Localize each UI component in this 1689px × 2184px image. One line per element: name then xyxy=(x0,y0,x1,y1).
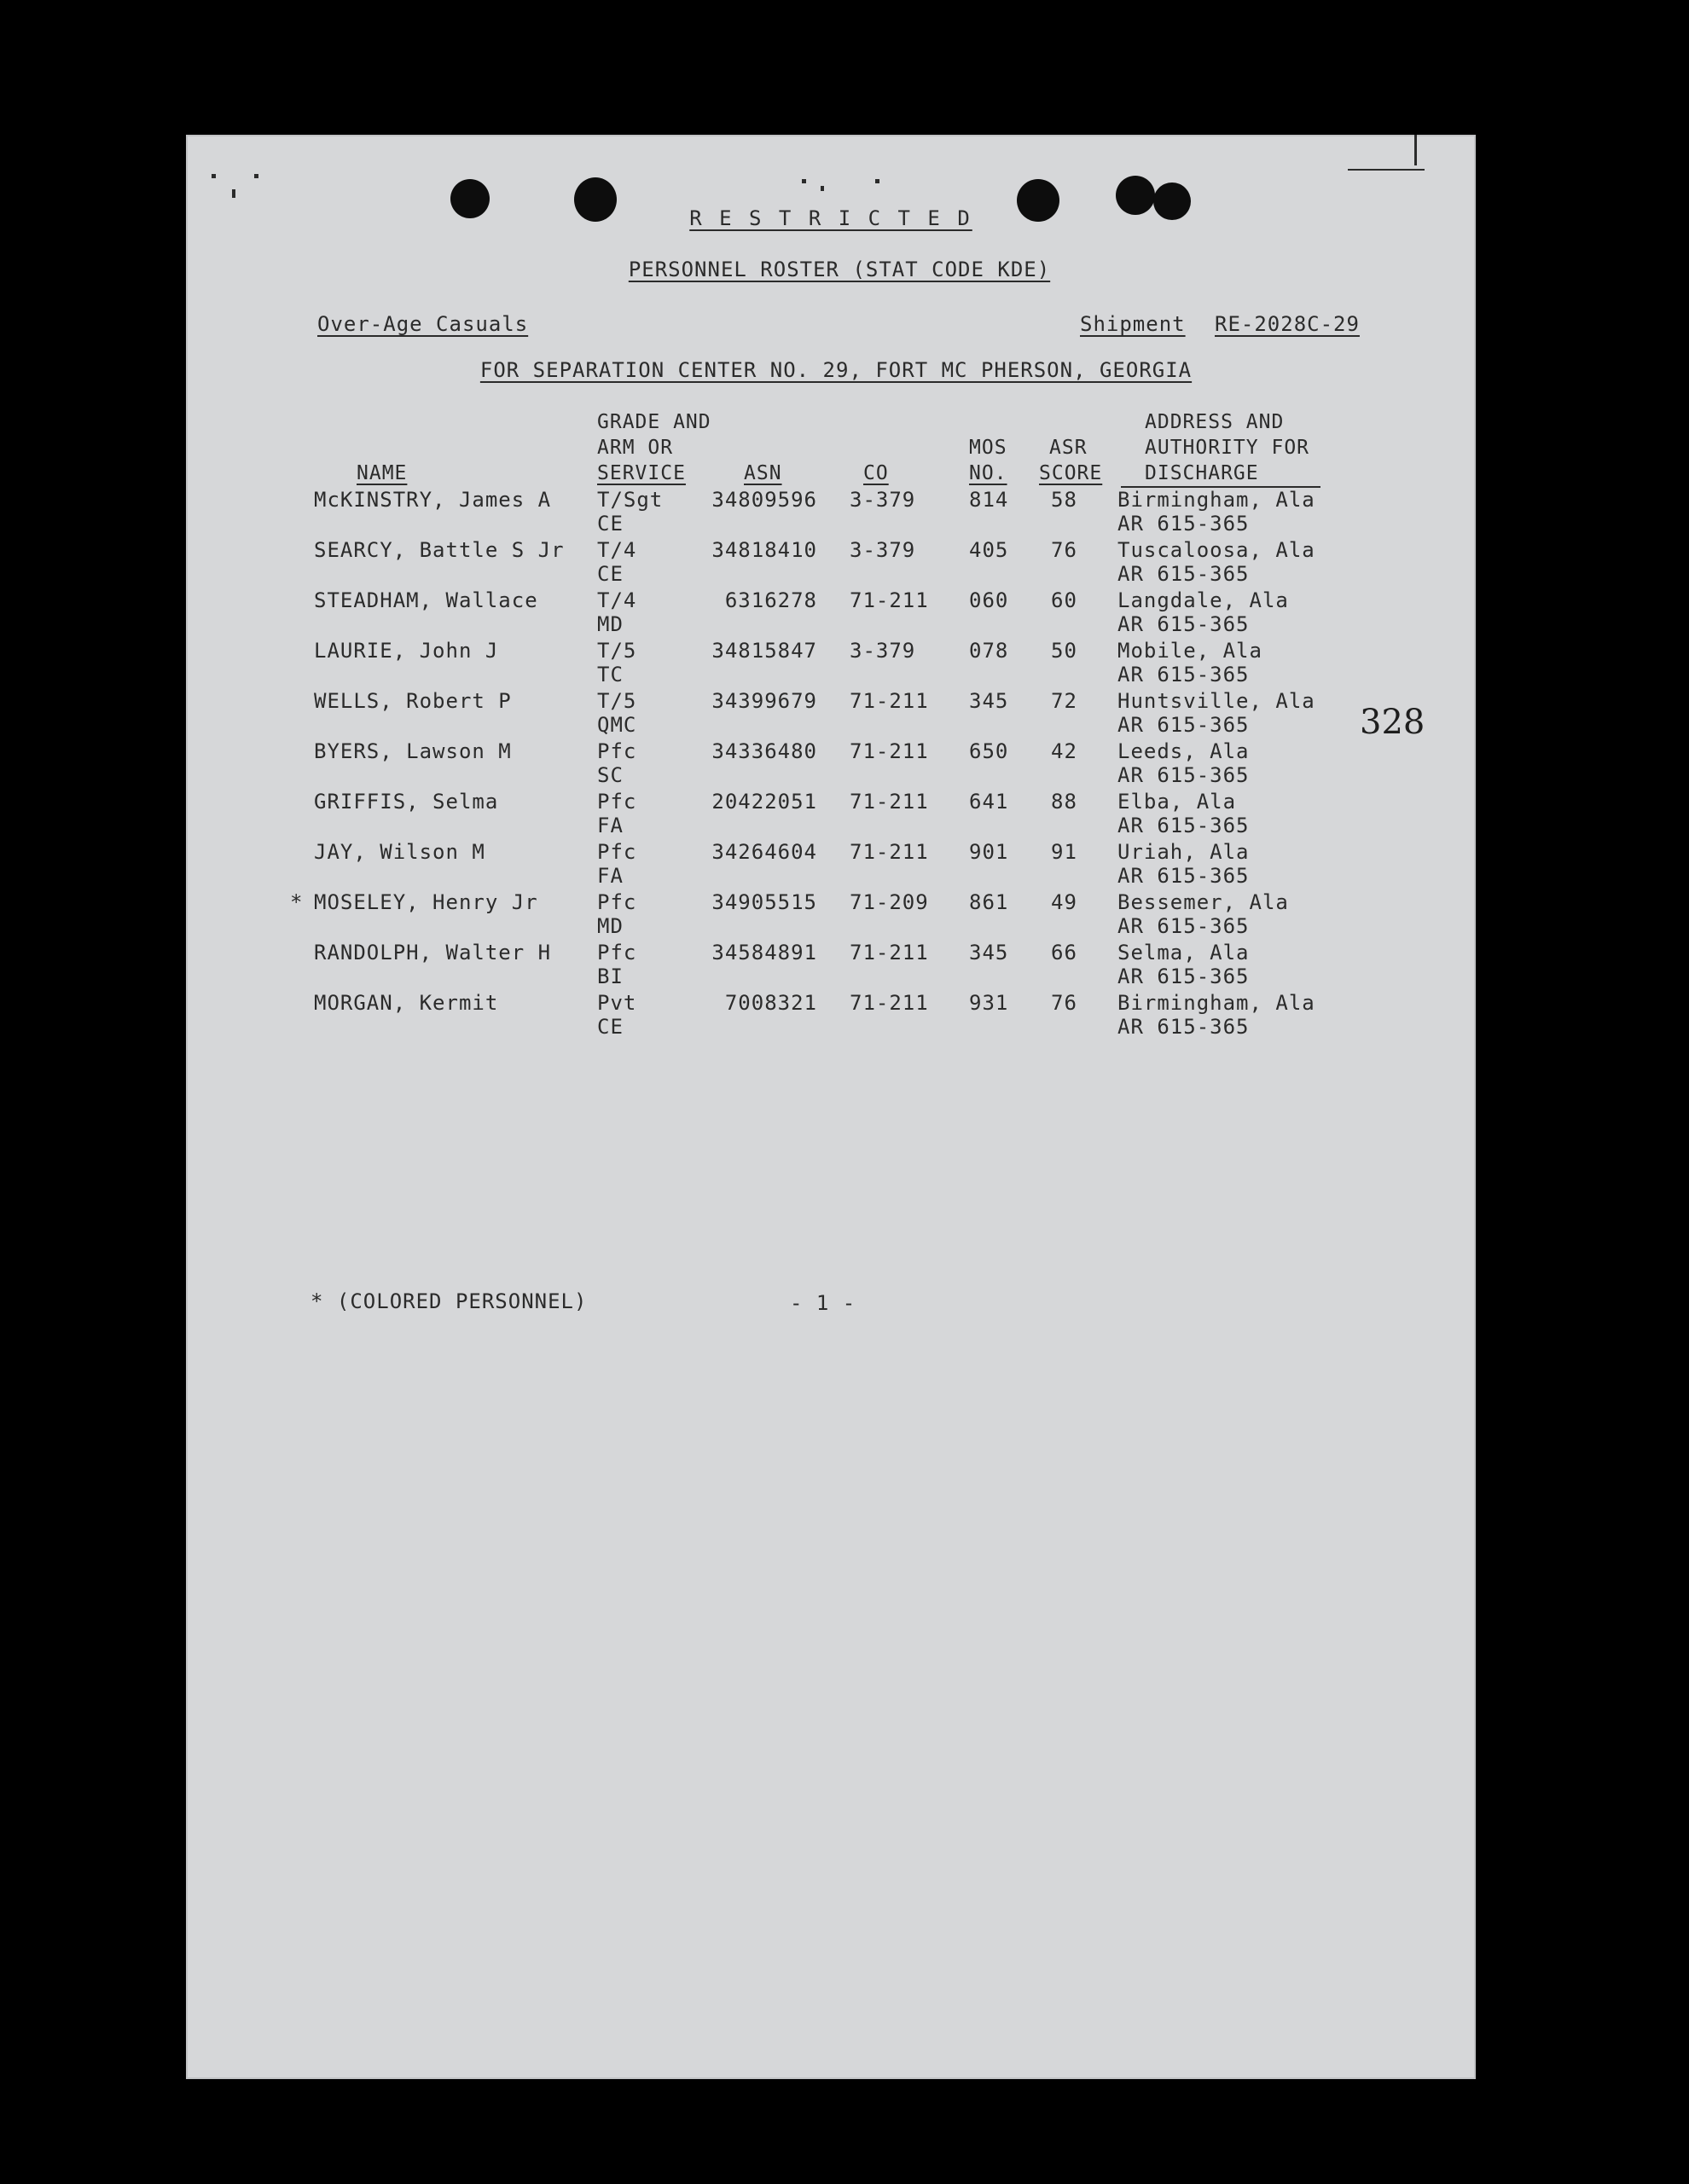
punch-hole xyxy=(1153,182,1191,220)
roster-title: PERSONNEL ROSTER (STAT CODE KDE) xyxy=(628,258,1051,281)
row-grade: Pfc xyxy=(597,739,637,763)
row-marker: * xyxy=(290,890,304,914)
ink-speck xyxy=(802,179,806,183)
row-authority: AR 615-365 xyxy=(1117,562,1250,586)
row-name: JAY, Wilson M xyxy=(314,840,485,864)
row-authority: AR 615-365 xyxy=(1117,965,1250,988)
table-row xyxy=(186,790,1476,839)
row-co: 71-209 xyxy=(850,890,929,914)
row-co: 71-211 xyxy=(850,840,929,864)
row-asr: 50 xyxy=(1051,639,1077,663)
table-row xyxy=(186,739,1476,789)
row-arm: QMC xyxy=(597,713,637,737)
row-authority: AR 615-365 xyxy=(1117,1015,1250,1039)
table-row xyxy=(186,840,1476,889)
row-co: 71-211 xyxy=(850,790,929,814)
row-arm: SC xyxy=(597,763,624,787)
row-arm: TC xyxy=(597,663,624,686)
row-address: Elba, Ala xyxy=(1117,790,1237,814)
header-co: CO xyxy=(863,462,889,484)
row-asr: 72 xyxy=(1051,689,1077,713)
table-row xyxy=(186,991,1476,1040)
row-grade: Pfc xyxy=(597,890,637,914)
header-addr-line2: AUTHORITY FOR xyxy=(1145,437,1310,459)
row-name: SEARCY, Battle S Jr xyxy=(314,538,565,562)
ink-speck xyxy=(212,174,216,178)
row-address: Selma, Ala xyxy=(1117,941,1250,965)
row-address: Bessemer, Ala xyxy=(1117,890,1289,914)
row-name: RANDOLPH, Walter H xyxy=(314,941,552,965)
row-grade: Pfc xyxy=(597,790,637,814)
row-arm: MD xyxy=(597,914,624,938)
row-asn: 34399679 xyxy=(711,689,817,713)
table-row xyxy=(186,890,1476,940)
row-arm: CE xyxy=(597,562,624,586)
row-address: Mobile, Ala xyxy=(1117,639,1262,663)
row-arm: CE xyxy=(597,512,624,536)
row-mos: 901 xyxy=(969,840,1009,864)
row-asn: 34905515 xyxy=(711,890,817,914)
row-name: LAURIE, John J xyxy=(314,639,499,663)
destination-line: FOR SEPARATION CENTER NO. 29, FORT MC PHERSON, GEORGIA xyxy=(479,358,1193,382)
row-authority: AR 615-365 xyxy=(1117,612,1250,636)
header-addr-line3: DISCHARGE xyxy=(1145,462,1259,484)
header-grade-line3: SERVICE xyxy=(597,462,686,484)
row-name: MORGAN, Kermit xyxy=(314,991,499,1015)
row-asn: 34809596 xyxy=(711,488,817,512)
row-asn: 34264604 xyxy=(711,840,817,864)
row-mos: 060 xyxy=(969,588,1009,612)
classification-label: R E S T R I C T E D xyxy=(689,206,972,230)
row-mos: 405 xyxy=(969,538,1009,562)
row-authority: AR 615-365 xyxy=(1117,864,1250,888)
page-stamp: 328 xyxy=(1360,703,1425,742)
row-authority: AR 615-365 xyxy=(1117,814,1250,837)
row-asn: 7008321 xyxy=(724,991,817,1015)
row-asr: 58 xyxy=(1051,488,1077,512)
row-grade: Pvt xyxy=(597,991,637,1015)
row-asn: 34336480 xyxy=(711,739,817,763)
row-address: Langdale, Ala xyxy=(1117,588,1289,612)
row-asr: 76 xyxy=(1051,538,1077,562)
header-asr-line2: SCORE xyxy=(1039,462,1103,484)
row-name: GRIFFIS, Selma xyxy=(314,790,499,814)
punch-hole xyxy=(1017,179,1059,222)
punch-hole xyxy=(1116,176,1155,215)
row-grade: T/5 xyxy=(597,639,637,663)
row-name: MOSELEY, Henry Jr xyxy=(314,890,538,914)
punch-hole xyxy=(450,179,490,218)
row-co: 71-211 xyxy=(850,588,929,612)
ink-speck xyxy=(232,189,235,198)
row-address: Huntsville, Ala xyxy=(1117,689,1315,713)
row-grade: T/4 xyxy=(597,538,637,562)
row-arm: FA xyxy=(597,864,624,888)
ink-speck xyxy=(1348,169,1425,171)
row-grade: T/Sgt xyxy=(597,488,664,512)
footnote: * (COLORED PERSONNEL) xyxy=(311,1289,588,1313)
row-arm: FA xyxy=(597,814,624,837)
table-row xyxy=(186,538,1476,588)
row-asn: 6316278 xyxy=(724,588,817,612)
shipment-number: RE-2028C-29 xyxy=(1215,312,1360,336)
row-grade: Pfc xyxy=(597,840,637,864)
row-name: McKINSTRY, James A xyxy=(314,488,552,512)
row-name: BYERS, Lawson M xyxy=(314,739,512,763)
header-grade-line2: ARM OR xyxy=(597,437,674,459)
header-asr-line1: ASR xyxy=(1049,437,1088,459)
row-name: STEADHAM, Wallace xyxy=(314,588,538,612)
row-mos: 814 xyxy=(969,488,1009,512)
row-co: 71-211 xyxy=(850,739,929,763)
row-asr: 88 xyxy=(1051,790,1077,814)
row-address: Birmingham, Ala xyxy=(1117,488,1315,512)
ink-speck xyxy=(821,186,824,191)
table-row xyxy=(186,488,1476,537)
header-mos-line2: NO. xyxy=(969,462,1007,484)
punch-hole xyxy=(574,177,617,222)
row-arm: CE xyxy=(597,1015,624,1039)
row-address: Uriah, Ala xyxy=(1117,840,1250,864)
ink-speck xyxy=(254,174,258,178)
row-co: 71-211 xyxy=(850,941,929,965)
row-grade: T/4 xyxy=(597,588,637,612)
row-asr: 66 xyxy=(1051,941,1077,965)
row-authority: AR 615-365 xyxy=(1117,713,1250,737)
row-asr: 49 xyxy=(1051,890,1077,914)
row-mos: 650 xyxy=(969,739,1009,763)
table-row xyxy=(186,588,1476,638)
row-co: 3-379 xyxy=(850,538,916,562)
header-mos-line1: MOS xyxy=(969,437,1007,459)
row-address: Birmingham, Ala xyxy=(1117,991,1315,1015)
header-asn: ASN xyxy=(744,462,782,484)
row-address: Tuscaloosa, Ala xyxy=(1117,538,1315,562)
ink-speck xyxy=(1414,135,1417,165)
row-grade: T/5 xyxy=(597,689,637,713)
row-asr: 42 xyxy=(1051,739,1077,763)
row-co: 3-379 xyxy=(850,488,916,512)
row-arm: MD xyxy=(597,612,624,636)
document-page xyxy=(186,135,1476,2079)
row-authority: AR 615-365 xyxy=(1117,763,1250,787)
row-asr: 76 xyxy=(1051,991,1077,1015)
table-row xyxy=(186,689,1476,739)
row-authority: AR 615-365 xyxy=(1117,512,1250,536)
row-asr: 91 xyxy=(1051,840,1077,864)
roster-table-body xyxy=(186,488,1476,1051)
header-name: NAME xyxy=(357,462,408,484)
row-mos: 078 xyxy=(969,639,1009,663)
row-arm: BI xyxy=(597,965,624,988)
row-asn: 34815847 xyxy=(711,639,817,663)
shipment-label: Shipment xyxy=(1080,312,1186,336)
table-row xyxy=(186,639,1476,688)
ink-speck xyxy=(875,179,879,183)
row-mos: 641 xyxy=(969,790,1009,814)
row-asn: 34584891 xyxy=(711,941,817,965)
row-authority: AR 615-365 xyxy=(1117,914,1250,938)
row-co: 71-211 xyxy=(850,991,929,1015)
row-asn: 20422051 xyxy=(711,790,817,814)
category-label: Over-Age Casuals xyxy=(317,312,529,336)
row-asr: 60 xyxy=(1051,588,1077,612)
row-address: Leeds, Ala xyxy=(1117,739,1250,763)
row-asn: 34818410 xyxy=(711,538,817,562)
row-grade: Pfc xyxy=(597,941,637,965)
header-grade-line1: GRADE AND xyxy=(597,411,711,433)
row-authority: AR 615-365 xyxy=(1117,663,1250,686)
row-co: 3-379 xyxy=(850,639,916,663)
row-mos: 345 xyxy=(969,941,1009,965)
row-name: WELLS, Robert P xyxy=(314,689,512,713)
table-row xyxy=(186,941,1476,990)
row-co: 71-211 xyxy=(850,689,929,713)
row-mos: 931 xyxy=(969,991,1009,1015)
row-mos: 345 xyxy=(969,689,1009,713)
row-mos: 861 xyxy=(969,890,1009,914)
header-addr-line1: ADDRESS AND xyxy=(1145,411,1285,433)
page-number: - 1 - xyxy=(790,1291,856,1315)
